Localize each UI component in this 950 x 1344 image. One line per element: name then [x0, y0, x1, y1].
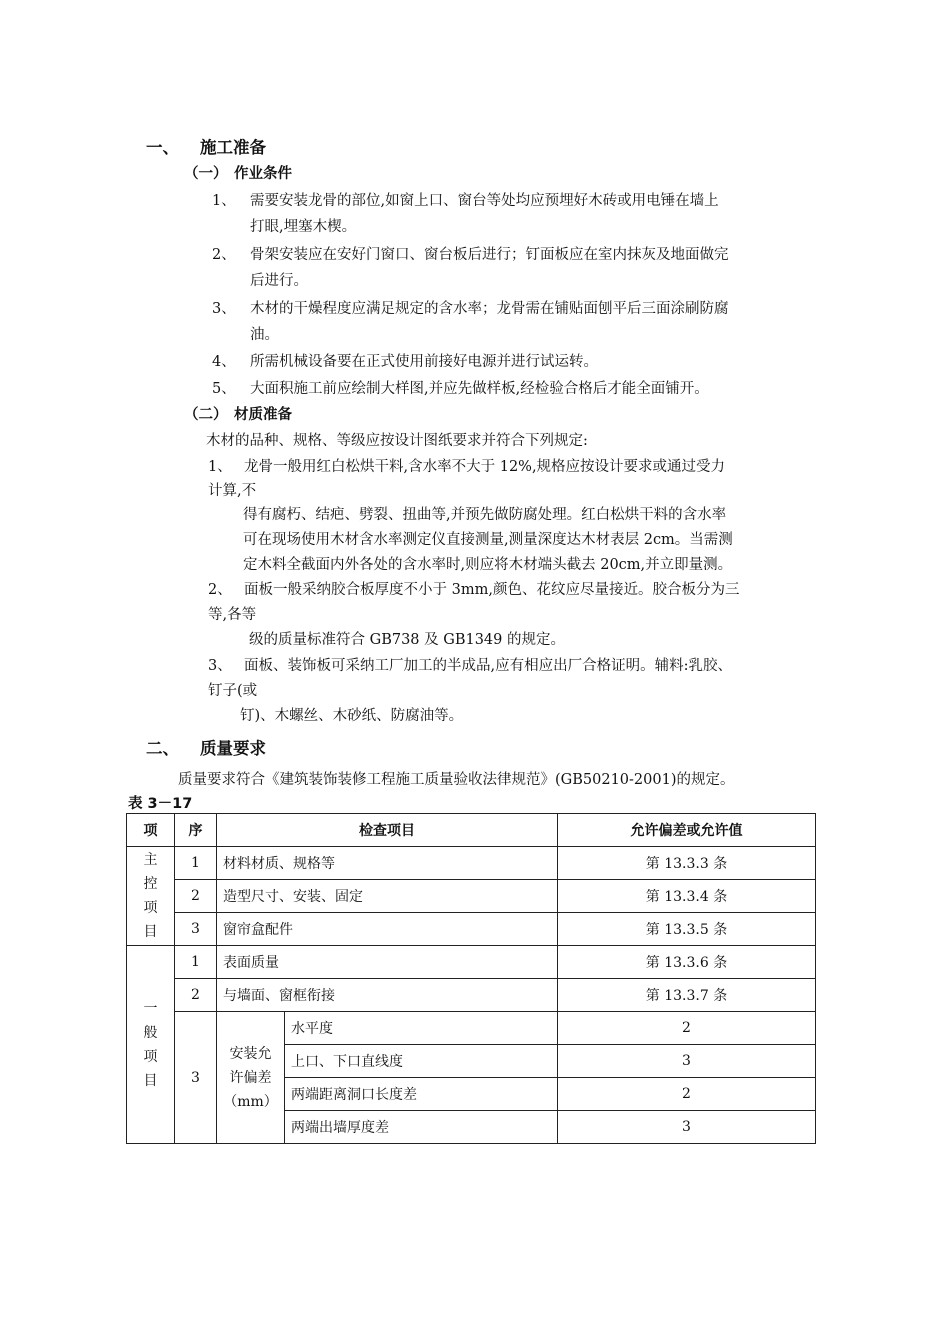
sub2-item1-line1: 龙骨一般用红白松烘干料,含水率不大于 12%,规格应按设计要求或通过受力	[244, 459, 726, 475]
sub1-item4-number: 4、	[212, 354, 236, 370]
row-item: 造型尺寸、安装、固定	[217, 880, 558, 913]
row-value: 2	[558, 1012, 816, 1045]
sub1-item2-line2: 后进行。	[250, 273, 308, 289]
row-value: 第 13.3.6 条	[558, 946, 816, 979]
section1-title: 施工准备	[200, 138, 266, 157]
sub1-item4-line1: 所需机械设备要在正式使用前接好电源并进行试运转。	[250, 354, 598, 370]
header-category: 项	[127, 814, 175, 847]
sub2-item1-number: 1、	[208, 459, 232, 475]
sub2-item1-line2: 计算,不	[208, 483, 257, 499]
table-row	[127, 880, 816, 913]
section2-description: 质量要求符合《建筑装饰装修工程施工质量验收法律规范》(GB50210-2001)的规定。	[178, 772, 735, 788]
row-value: 3	[558, 1111, 816, 1144]
sub1-item3-line2: 油。	[250, 327, 279, 343]
sub2-intro: 木材的品种、规格、等级应按设计图纸要求并符合下列规定:	[206, 433, 588, 449]
sub2-item3-line2: 钉子(或	[208, 683, 258, 699]
sub2-item3-line1: 面板、装饰板可采纳工厂加工的半成品,应有相应出厂合格证明。辅料:乳胶、	[244, 658, 732, 674]
sub2-title: 材质准备	[234, 407, 292, 423]
sub2-item2-line3: 级的质量标准符合 GB738 及 GB1349 的规定。	[249, 632, 565, 648]
table-row	[127, 979, 816, 1012]
tolerance-group-label: 安装允 许偏差 （mm）	[217, 1012, 285, 1144]
row-value: 第 13.3.7 条	[558, 979, 816, 1012]
sub2-item2-number: 2、	[208, 582, 232, 598]
table-row	[127, 847, 816, 880]
row-item: 两端出墙厚度差	[285, 1111, 558, 1144]
row-item: 与墙面、窗框衔接	[217, 979, 558, 1012]
sub1-item1-line1: 需要安装龙骨的部位,如窗上口、窗台等处均应预埋好木砖或用电锤在墙上	[250, 193, 719, 209]
row-item: 表面质量	[217, 946, 558, 979]
row-seq: 2	[175, 979, 217, 1012]
sub1-item3-number: 3、	[212, 301, 236, 317]
sub1-title: 作业条件	[234, 166, 292, 182]
sub1-item3-line1: 木材的干燥程度应满足规定的含水率；龙骨需在铺贴面刨平后三面涂刷防腐	[250, 301, 729, 317]
table-label: 表 3－17	[128, 796, 193, 812]
table-row	[127, 1012, 816, 1045]
table-row	[127, 913, 816, 946]
sub2-item1-line5: 定木料全截面内外各处的含水率时,则应将木材端头截去 20cm,并立即量测。	[243, 557, 733, 573]
sub2-item3-line3: 钉)、木螺丝、木砂纸、防腐油等。	[240, 708, 464, 724]
table-row	[127, 946, 816, 979]
sub2-item2-line2: 等,各等	[208, 607, 257, 623]
sub1-item1-number: 1、	[212, 193, 236, 209]
row-value: 2	[558, 1078, 816, 1111]
sub1-item1-line2: 打眼,埋塞木楔。	[250, 219, 357, 235]
header-sequence: 序	[175, 814, 217, 847]
header-inspection-item: 检查项目	[217, 814, 558, 847]
row-seq: 3	[175, 913, 217, 946]
sub1-number: （一）	[184, 166, 228, 182]
row-item: 水平度	[285, 1012, 558, 1045]
row-seq: 3	[175, 1012, 217, 1144]
row-value: 第 13.3.3 条	[558, 847, 816, 880]
section2-number: 二、	[146, 739, 179, 758]
row-item: 两端距离洞口长度差	[285, 1078, 558, 1111]
row-item: 材料材质、规格等	[217, 847, 558, 880]
table-header-row	[127, 814, 816, 847]
sub1-item2-line1: 骨架安装应在安好门窗口、窗台板后进行；钉面板应在室内抹灰及地面做完	[250, 247, 729, 263]
group-main-control-label: 主 控 项 目	[127, 847, 175, 946]
row-seq: 1	[175, 847, 217, 880]
row-seq: 1	[175, 946, 217, 979]
row-item: 窗帘盒配件	[217, 913, 558, 946]
row-value: 第 13.3.4 条	[558, 880, 816, 913]
section2-title: 质量要求	[200, 739, 266, 758]
sub2-item2-line1: 面板一般采纳胶合板厚度不小于 3mm,颜色、花纹应尽量接近。胶合板分为三	[244, 582, 740, 598]
sub2-item3-number: 3、	[208, 658, 232, 674]
row-value: 第 13.3.5 条	[558, 913, 816, 946]
row-item: 上口、下口直线度	[285, 1045, 558, 1078]
group-general-label: 一 般 项 目	[127, 946, 175, 1144]
sub2-item1-line4: 可在现场使用木材含水率测定仪直接测量,测量深度达木材表层 2cm。当需测	[243, 532, 733, 548]
quality-table	[126, 813, 816, 1144]
row-seq: 2	[175, 880, 217, 913]
sub2-item1-line3: 得有腐朽、结疤、劈裂、扭曲等,并预先做防腐处理。红白松烘干料的含水率	[243, 507, 727, 523]
row-value: 3	[558, 1045, 816, 1078]
sub1-item2-number: 2、	[212, 247, 236, 263]
section1-number: 一、	[146, 138, 179, 157]
sub2-number: （二）	[184, 407, 228, 423]
sub1-item5-line1: 大面积施工前应绘制大样图,并应先做样板,经检验合格后才能全面铺开。	[250, 381, 709, 397]
header-tolerance: 允许偏差或允许值	[558, 814, 816, 847]
sub1-item5-number: 5、	[212, 381, 236, 397]
